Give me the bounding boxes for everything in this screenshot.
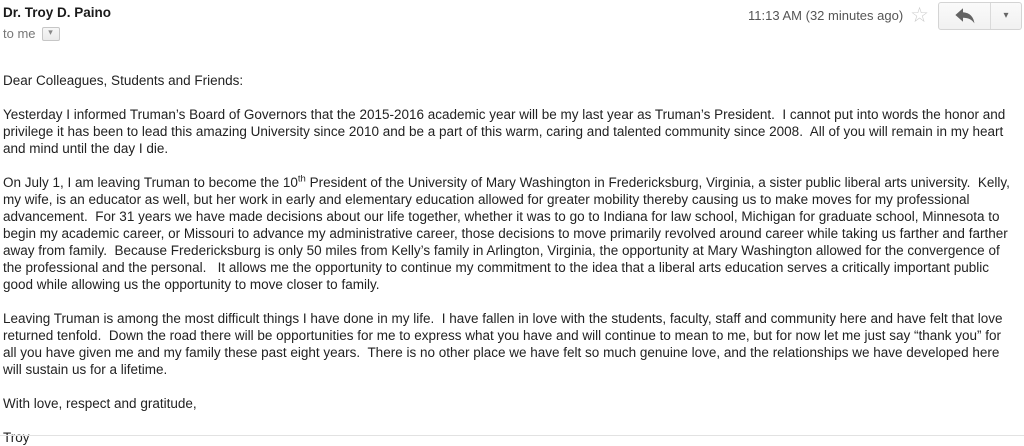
ordinal-superscript: th [297,173,306,185]
paragraph-mary-washington [3,174,1016,293]
chevron-down-icon: ▾ [48,27,53,37]
email-header [0,0,1024,48]
paragraph-mw-text-after: President of the University of Mary Washington in Fredericksburg, Virginia, a sister public liberal arts university. Kelly, my wife, is an educator as well, but her work in early and elementary education allowed for greater mobility thereby causing us to make moves for my professional advancement. For 31 years we have made decisions about our life together, whether it was to go to Indiana for law school, Michigan for graduate school, Minnesota to begin my academic career, or Missouri to advance my administrative career, those decisions to move primarily revolved around career while taking us farther and farther away from family. Because Fredericksburg is only 50 miles from Kelly’s family in Arlington, Virginia, the opportunity at Mary Washington allowed for the convergence of the professional and the personal. It allows me the opportunity to continue my commitment to the idea that a liberal arts education serves a critically important public good while allowing us the opportunity to move closer to family. [3,175,1014,292]
paragraph-mw-text-before: On July 1, I am leaving Truman to become the 10 [3,175,298,190]
closing-line: With love, respect and gratitude, [3,396,197,411]
star-button[interactable] [910,3,929,27]
timestamp: 11:13 AM (32 minutes ago) [748,8,904,23]
paragraph-leaving: Leaving Truman is among the most difficult things I have done in my life. I have fallen in love with the students, faculty, staff and community here and have felt that love returned tenfold. Down the road there will be opportunities for me to express what you have and will continue to mean to me, but for now let me just say “thank you” for all you have given me and my family these past eight years. There is no other place we have felt so much genuine love, and the relationships we have developed here will sustain us for a lifetime. [3,311,1007,377]
show-details-button[interactable] [42,27,60,41]
reply-button-group [938,2,1022,30]
salutation: Dear Colleagues, Students and Friends: [3,73,244,88]
star-icon: ☆ [910,3,929,27]
more-actions-button[interactable] [991,3,1021,29]
bottom-divider [0,435,1024,436]
signature: Troy [3,430,30,445]
header-actions [748,2,1022,30]
reply-button[interactable] [939,3,991,29]
chevron-down-icon: ▾ [1003,10,1009,21]
sender-name: Dr. Troy D. Paino [3,5,112,20]
paragraph-announcement: Yesterday I informed Truman’s Board of Governors that the 2015-2016 academic year will be my last year as Truman’s President. I cannot put into words the honor and privilege it has been to lead this amazing University since 2010 and be a part of this warm, caring and talented community since 2008. All of you will remain in my heart and mind until the day I die. [3,107,1010,156]
recipient-label: to me [3,26,36,41]
email-body [0,72,1024,446]
reply-icon [955,8,975,24]
